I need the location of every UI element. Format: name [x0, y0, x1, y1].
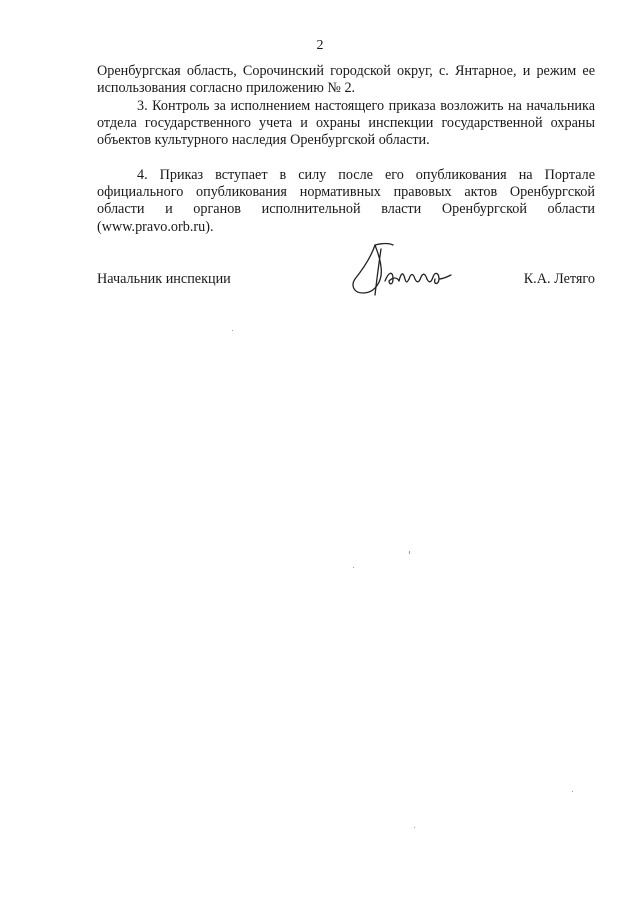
signatory-name: К.А. Летяго [523, 271, 595, 287]
signature-row [97, 271, 595, 301]
scan-speck [353, 567, 354, 568]
paragraph-text: Оренбургская область, Сорочинский городской округ, с. Янтарное, и режим ее использования согласно приложению № 2. [97, 63, 595, 97]
paragraph-control-clause [97, 98, 595, 150]
scan-speck [414, 827, 415, 828]
signatory-title: Начальник инспекции [97, 271, 231, 287]
paragraph-effective-date-clause [97, 167, 595, 236]
page-number: 2 [316, 38, 324, 53]
scan-speck [232, 330, 233, 331]
paragraph-continuation [97, 63, 595, 97]
scan-speck [572, 791, 573, 792]
paragraph-text: 3. Контроль за исполнением настоящего приказа возложить на начальника отдела государственного учета и охраны инспекции государственной охраны объектов культурного наследия Оренбургской области. [97, 98, 595, 149]
scan-speck [409, 551, 410, 554]
handwritten-signature [345, 237, 465, 301]
paragraph-text: 4. Приказ вступает в силу после его опубликования на Портале официального опубликования нормативных правовых актов Оренбургской области и органов исполнительной власти Оренбургской области (www.pravo.orb.ru). [97, 167, 595, 235]
